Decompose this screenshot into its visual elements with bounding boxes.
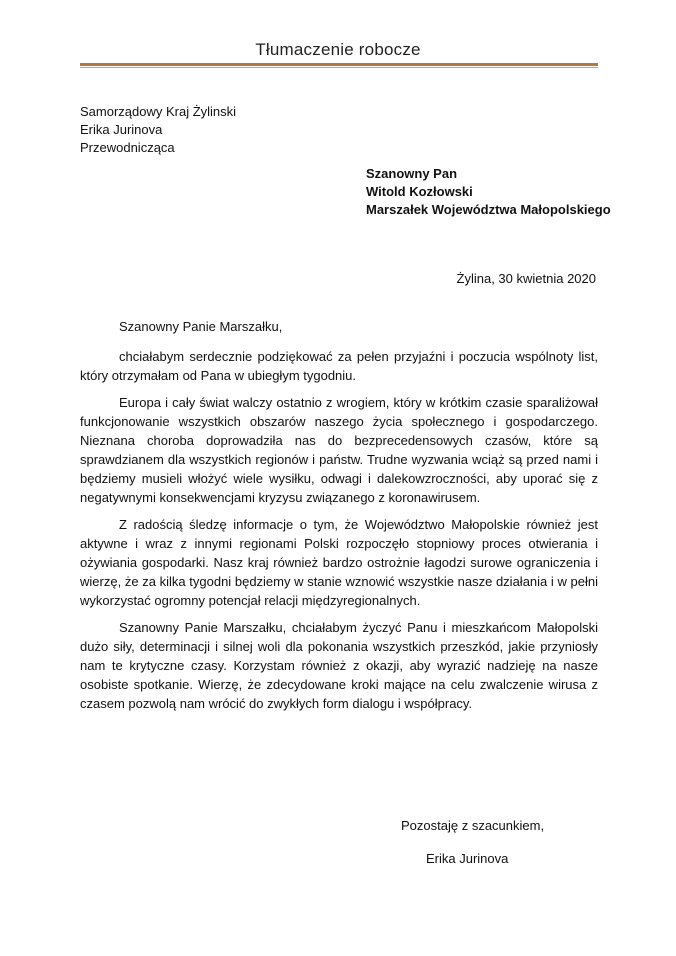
sender-line-name: Erika Jurinova	[80, 122, 163, 137]
body-paragraph-2: Europa i cały świat walczy ostatnio z wrogiem, który w krótkim czasie sparaliżował funkcjonowanie wszystkich obszarów naszego życia społecznego i gospodarczego. Nieznana choroba doprowadziła nas do bezprecedensowych czasów, które są sprawdzianem dla wszystkich regionów i państw. Trudne wyzwania wciąż są przed nami i będziemy musieli włożyć wiele wysiłku, odwagi i dalekowzroczności, aby uporać się z negatywnymi konsekwencjami kryzysu związanego z koronawirusem.	[80, 395, 598, 505]
body-paragraph-4: Szanowny Panie Marszałku, chciałabym życzyć Panu i mieszkańcom Małopolski dużo siły, determinacji i silnej woli dla pokonania wszystkich przeszkód, jakie przyniosły nam te krytyczne czasy. Korzystam również z okazji, aby wyrazić nadzieję na nasze osobiste spotkanie. Wierzę, że zdecydowane kroki mające na celu zwalczenie wirusa z czasem pozwolą nam wrócić do zwykłych form dialogu i współpracy.	[80, 620, 598, 711]
body-paragraph-1: chciałabym serdecznie podziękować za pełen przyjaźni i poczucia wspólnoty list, który otrzymałam od Pana w ubiegłym tygodniu.	[80, 349, 598, 383]
signature-name: Erika Jurinova	[426, 851, 509, 866]
recipient-block	[366, 165, 611, 219]
sender-block	[80, 103, 236, 157]
place-and-date: Żylina, 30 kwietnia 2020	[456, 271, 596, 286]
salutation: Szanowny Panie Marszałku,	[119, 319, 283, 334]
header-rule-thin	[80, 67, 598, 68]
sender-line-organization: Samorządowy Kraj Żylinski	[80, 104, 237, 119]
letter-body	[80, 347, 598, 721]
recipient-line-greeting: Szanowny Pan	[366, 166, 458, 181]
header-rule-thick	[80, 63, 598, 66]
recipient-line-title: Marszałek Województwa Małopolskiego	[366, 202, 611, 217]
recipient-line-name: Witold Kozłowski	[366, 184, 473, 199]
closing-phrase: Pozostaję z szacunkiem,	[401, 818, 545, 833]
sender-line-role: Przewodnicząca	[80, 140, 175, 155]
body-paragraph-3: Z radością śledzę informacje o tym, że Województwo Małopolskie również jest aktywne i wraz z innymi regionami Polski rozpoczęło stopniowy proces otwierania i ożywiania gospodarki. Nasz kraj również bardzo ostrożnie łagodzi surowe ograniczenia i wierzę, że za kilka tygodni będziemy w stanie wznowić wszystkie nasze działania i w pełni wykorzystać ogromny potencjał relacji międzyregionalnych.	[80, 517, 598, 608]
document-header-title: Tłumaczenie robocze	[255, 40, 421, 59]
